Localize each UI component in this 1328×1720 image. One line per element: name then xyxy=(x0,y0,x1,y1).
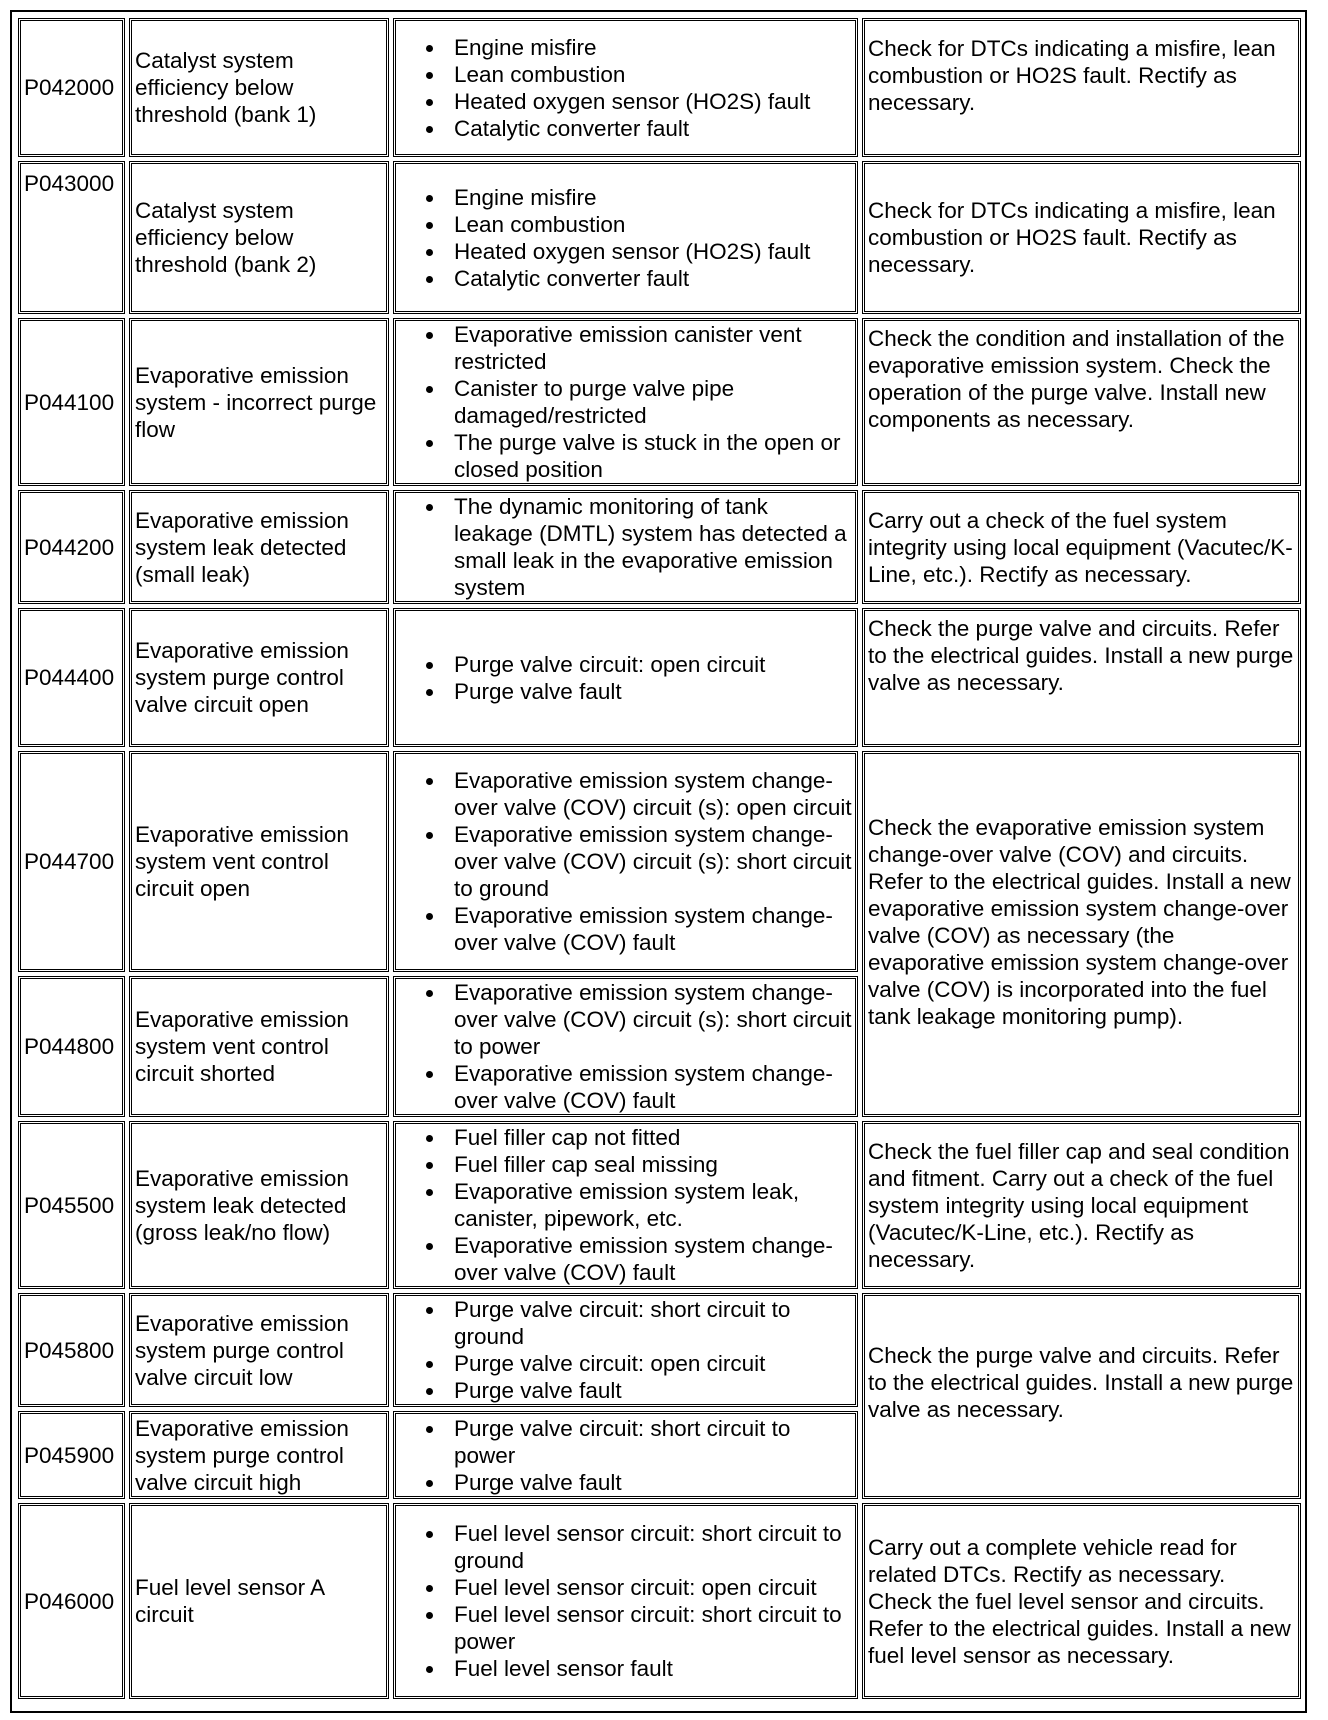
list-item: • The purge valve is stuck in the open or closed position xyxy=(446,429,852,483)
list-item: • Fuel level sensor circuit: short circuit to power xyxy=(446,1601,852,1655)
list-item: • Purge valve circuit: short circuit to power xyxy=(446,1415,852,1469)
table-row xyxy=(18,490,1301,604)
table-row xyxy=(18,751,1301,972)
dtc-condition: Evaporative emission system leak detected (small leak) xyxy=(129,490,389,604)
possible-causes xyxy=(393,1121,858,1289)
table-row xyxy=(18,608,1301,747)
dtc-code: P045800 xyxy=(18,1293,125,1407)
dtc-code: P044400 xyxy=(18,608,125,747)
action: Check the evaporative emission system change-over valve (COV) and circuits. Refer to the electrical guides. Install a new evaporative emission system change-over valve (COV) as necessary (the evaporative emission system change-over valve (COV) is incorporated into the fuel tank leakage monitoring pump). xyxy=(862,751,1301,1117)
dtc-code: P044700 xyxy=(18,751,125,972)
table-row xyxy=(18,1121,1301,1289)
list-item: • Canister to purge valve pipe damaged/restricted xyxy=(446,375,852,429)
possible-causes xyxy=(393,161,858,314)
list-item: • Purge valve circuit: open circuit xyxy=(446,651,852,678)
action: Check the purge valve and circuits. Refer to the electrical guides. Install a new purge valve as necessary. xyxy=(862,1293,1301,1499)
dtc-condition: Catalyst system efficiency below threshold (bank 2) xyxy=(129,161,389,314)
list-item: • Catalytic converter fault xyxy=(446,265,852,292)
possible-causes xyxy=(393,976,858,1117)
action: Check the fuel filler cap and seal condition and fitment. Carry out a check of the fuel system integrity using local equipment (Vacutec/K-Line, etc.). Rectify as necessary. xyxy=(862,1121,1301,1289)
list-item: • Fuel level sensor circuit: open circuit xyxy=(446,1574,852,1601)
table-row xyxy=(18,318,1301,486)
dtc-condition: Evaporative emission system vent control circuit open xyxy=(129,751,389,972)
dtc-condition: Evaporative emission system vent control circuit shorted xyxy=(129,976,389,1117)
dtc-condition: Catalyst system efficiency below threshold (bank 1) xyxy=(129,18,389,157)
list-item: • Catalytic converter fault xyxy=(446,115,852,142)
list-item: • Evaporative emission system change-over valve (COV) circuit (s): open circuit xyxy=(446,767,852,821)
dtc-table-frame xyxy=(10,10,1307,1713)
list-item: • Fuel level sensor circuit: short circuit to ground xyxy=(446,1520,852,1574)
list-item: • Evaporative emission system change-over valve (COV) circuit (s): short circuit to power xyxy=(446,979,852,1060)
dtc-table xyxy=(14,14,1305,1703)
dtc-condition: Evaporative emission system purge control valve circuit low xyxy=(129,1293,389,1407)
list-item: • Fuel level sensor fault xyxy=(446,1655,852,1682)
list-item: • Heated oxygen sensor (HO2S) fault xyxy=(446,88,852,115)
list-item: • Engine misfire xyxy=(446,34,852,61)
action: Carry out a check of the fuel system integrity using local equipment (Vacutec/K-Line, etc.). Rectify as necessary. xyxy=(862,490,1301,604)
list-item: • Purge valve circuit: open circuit xyxy=(446,1350,852,1377)
dtc-condition: Evaporative emission system purge control valve circuit open xyxy=(129,608,389,747)
possible-causes xyxy=(393,1293,858,1407)
list-item: • Purge valve fault xyxy=(446,1469,852,1496)
list-item: • Fuel filler cap seal missing xyxy=(446,1151,852,1178)
list-item: • Evaporative emission system change-over valve (COV) fault xyxy=(446,1060,852,1114)
list-item: • Lean combustion xyxy=(446,211,852,238)
dtc-code: P042000 xyxy=(18,18,125,157)
possible-causes xyxy=(393,18,858,157)
list-item: • Purge valve fault xyxy=(446,1377,852,1404)
list-item: • Evaporative emission system change-over valve (COV) fault xyxy=(446,902,852,956)
dtc-code: P045900 xyxy=(18,1411,125,1499)
dtc-condition: Evaporative emission system purge control valve circuit high xyxy=(129,1411,389,1499)
dtc-code: P044200 xyxy=(18,490,125,604)
possible-causes xyxy=(393,751,858,972)
table-row xyxy=(18,161,1301,314)
action: Check for DTCs indicating a misfire, lean combustion or HO2S fault. Rectify as necessary. xyxy=(862,18,1301,157)
dtc-condition: Fuel level sensor A circuit xyxy=(129,1503,389,1699)
list-item: • Evaporative emission canister vent restricted xyxy=(446,321,852,375)
possible-causes xyxy=(393,1411,858,1499)
dtc-code: P044100 xyxy=(18,318,125,486)
dtc-condition: Evaporative emission system leak detected (gross leak/no flow) xyxy=(129,1121,389,1289)
possible-causes xyxy=(393,608,858,747)
possible-causes xyxy=(393,1503,858,1699)
dtc-condition: Evaporative emission system - incorrect purge flow xyxy=(129,318,389,486)
dtc-code: P045500 xyxy=(18,1121,125,1289)
list-item: • The dynamic monitoring of tank leakage (DMTL) system has detected a small leak in the evaporative emission system xyxy=(446,493,852,601)
table-row xyxy=(18,1503,1301,1699)
list-item: • Evaporative emission system change-over valve (COV) circuit (s): short circuit to ground xyxy=(446,821,852,902)
list-item: • Evaporative emission system change-over valve (COV) fault xyxy=(446,1232,852,1286)
table-row xyxy=(18,1293,1301,1407)
list-item: • Lean combustion xyxy=(446,61,852,88)
possible-causes xyxy=(393,490,858,604)
action: Carry out a complete vehicle read for related DTCs. Rectify as necessary. Check the fuel level sensor and circuits. Refer to the electrical guides. Install a new fuel level sensor as necessary. xyxy=(862,1503,1301,1699)
action: Check the purge valve and circuits. Refer to the electrical guides. Install a new purge valve as necessary. xyxy=(862,608,1301,747)
table-row xyxy=(18,18,1301,157)
list-item: • Engine misfire xyxy=(446,184,852,211)
list-item: • Purge valve fault xyxy=(446,678,852,705)
list-item: • Fuel filler cap not fitted xyxy=(446,1124,852,1151)
dtc-code: P043000 xyxy=(18,161,125,314)
list-item: • Purge valve circuit: short circuit to ground xyxy=(446,1296,852,1350)
action: Check for DTCs indicating a misfire, lean combustion or HO2S fault. Rectify as necessary. xyxy=(862,161,1301,314)
list-item: • Evaporative emission system leak, canister, pipework, etc. xyxy=(446,1178,852,1232)
list-item: • Heated oxygen sensor (HO2S) fault xyxy=(446,238,852,265)
dtc-code: P044800 xyxy=(18,976,125,1117)
possible-causes xyxy=(393,318,858,486)
action: Check the condition and installation of the evaporative emission system. Check the operation of the purge valve. Install new components as necessary. xyxy=(862,318,1301,486)
dtc-code: P046000 xyxy=(18,1503,125,1699)
